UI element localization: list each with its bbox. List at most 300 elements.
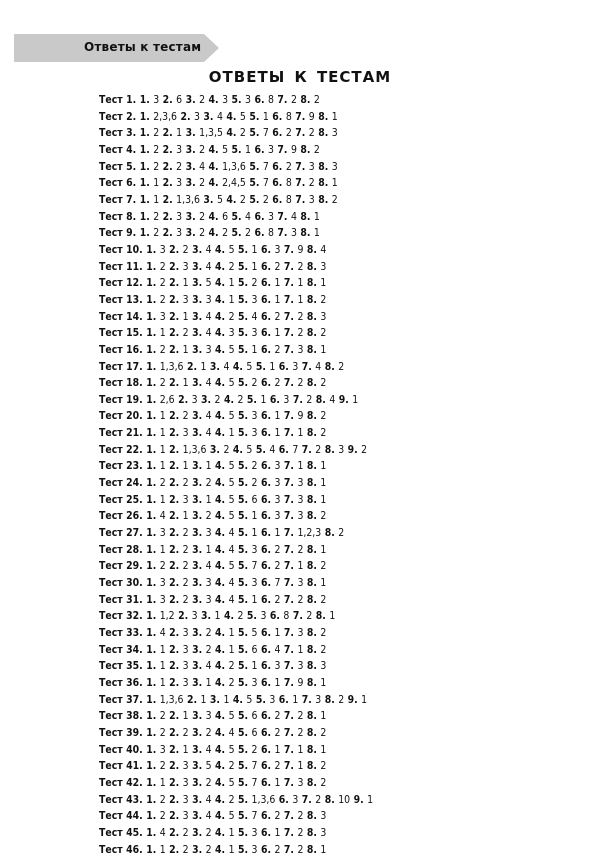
question-number: 6.: [260, 760, 272, 773]
answer-value: 1: [205, 493, 212, 506]
test-number: 27.: [126, 527, 143, 540]
answer-value: 2: [308, 177, 315, 190]
answer-value: 2: [320, 726, 327, 739]
question-number: 1.: [139, 193, 150, 206]
question-number: 2.: [162, 127, 173, 140]
answer-value: 4: [205, 560, 212, 573]
test-number: 7.: [126, 193, 137, 206]
answer-value: 3: [251, 327, 258, 340]
test-label: Тест: [99, 776, 123, 789]
answer-value: 3: [297, 493, 304, 506]
test-label: Тест: [99, 343, 123, 356]
test-number: 16.: [126, 343, 143, 356]
question-number: 4.: [223, 610, 235, 623]
answer-value: 1: [251, 243, 258, 256]
question-number: 8.: [306, 726, 317, 739]
question-number: 1.: [146, 593, 157, 606]
answer-value: 3: [274, 477, 281, 490]
question-number: 7.: [283, 460, 294, 473]
question-number: 3.: [185, 177, 196, 190]
question-number: 8.: [306, 293, 317, 306]
question-number: 4.: [232, 360, 243, 373]
answer-value: 2: [182, 726, 189, 739]
question-number: 5.: [238, 660, 249, 673]
test-label: Тест: [99, 460, 123, 473]
test-number: 15.: [126, 327, 143, 340]
question-number: 6.: [260, 527, 272, 540]
question-number: 6.: [260, 477, 272, 490]
answer-value: 3: [320, 810, 327, 823]
answer-value: 1: [320, 843, 327, 856]
test-row: [99, 125, 599, 142]
answer-value: 3: [283, 393, 290, 406]
answer-value: 2: [205, 826, 212, 839]
answer-value: 2: [338, 360, 345, 373]
answer-value: 2: [274, 810, 281, 823]
answer-value: 2: [199, 177, 206, 190]
answer-value: 4: [216, 110, 223, 123]
question-number: 1.: [146, 810, 157, 823]
test-row: [99, 292, 599, 309]
question-number: 1.: [139, 227, 150, 240]
answer-value: 1: [274, 776, 281, 789]
question-number: 4.: [215, 277, 226, 290]
question-number: 5.: [238, 277, 249, 290]
answer-value: 7: [262, 127, 269, 140]
answer-value: 5: [228, 377, 235, 390]
answer-value: 3: [308, 193, 315, 206]
answer-value: 2: [320, 510, 327, 523]
question-number: 5.: [238, 327, 249, 340]
question-number: 4.: [215, 327, 226, 340]
answer-value: 4: [159, 510, 166, 523]
answer-value: 2: [320, 760, 327, 773]
question-number: 1.: [146, 293, 157, 306]
test-row: [99, 692, 599, 709]
question-number: 8.: [306, 577, 317, 590]
answer-value: 3: [205, 710, 212, 723]
answer-value: 3: [182, 660, 189, 673]
test-label: Тест: [99, 377, 123, 390]
answer-value: 5: [246, 360, 253, 373]
answer-value: 4: [274, 643, 281, 656]
answer-value: 4: [205, 327, 212, 340]
test-label: Тест: [99, 577, 123, 590]
answer-value: 2: [159, 343, 166, 356]
answer-value: 4: [205, 660, 212, 673]
question-number: 2.: [169, 377, 180, 390]
question-number: 5.: [238, 377, 249, 390]
answer-value: 1: [200, 360, 207, 373]
test-number: 23.: [126, 460, 143, 473]
answer-value: 5: [228, 343, 235, 356]
answer-value: 2: [182, 577, 189, 590]
answer-value: 1: [182, 343, 189, 356]
answer-value: 3: [292, 793, 299, 806]
answer-value: 9: [308, 110, 315, 123]
test-number: 28.: [126, 543, 143, 556]
question-number: 3.: [185, 210, 196, 223]
question-number: 2.: [169, 627, 180, 639]
test-number: 22.: [126, 443, 143, 456]
test-number: 41.: [126, 760, 143, 773]
test-row: [99, 209, 599, 226]
answer-value: 2: [274, 260, 281, 273]
answer-value: 1: [367, 793, 374, 806]
question-number: 4.: [215, 676, 226, 689]
answer-value: 3: [159, 243, 166, 256]
question-number: 8.: [306, 826, 317, 839]
test-label: Тест: [99, 210, 123, 223]
answer-value: 1: [313, 210, 320, 223]
question-number: 9.: [353, 793, 364, 806]
question-number: 8.: [306, 277, 317, 290]
answer-value: 2: [297, 377, 304, 390]
answer-value: 3: [205, 293, 212, 306]
answer-value: 2: [320, 776, 327, 789]
answer-value: 1: [297, 643, 304, 656]
question-number: 2.: [169, 760, 180, 773]
answer-value: 2: [274, 760, 281, 773]
question-number: 8.: [306, 543, 317, 556]
question-number: 2.: [169, 577, 180, 590]
answer-value: 3: [320, 826, 327, 839]
question-number: 3.: [192, 793, 203, 806]
question-number: 1.: [146, 627, 157, 639]
question-number: 1.: [139, 127, 150, 140]
question-number: 5.: [238, 543, 249, 556]
question-number: 1.: [146, 610, 157, 623]
answer-value: 4: [228, 527, 235, 540]
answer-value: 2: [320, 627, 327, 639]
answer-value: 2: [182, 593, 189, 606]
question-number: 2.: [169, 743, 180, 756]
answer-value: 2: [182, 327, 189, 340]
answer-value: 1: [159, 676, 166, 689]
answer-value: 2: [199, 94, 206, 106]
answer-value: 8: [283, 610, 290, 623]
question-number: 3.: [192, 676, 203, 689]
question-number: 3.: [209, 693, 220, 706]
test-label: Тест: [99, 693, 123, 706]
question-number: 6.: [260, 277, 272, 290]
answer-value: 9: [297, 410, 304, 423]
question-number: 8.: [306, 643, 317, 656]
answer-value: 1,3,6: [222, 160, 246, 173]
answer-value: 1: [274, 826, 281, 839]
question-number: 5.: [255, 360, 266, 373]
question-number: 3.: [201, 610, 212, 623]
answer-value: 5: [228, 810, 235, 823]
answer-value: 3: [274, 510, 281, 523]
answer-value: 1: [297, 760, 304, 773]
question-number: 8.: [306, 676, 317, 689]
test-label: Тест: [99, 593, 123, 606]
answer-value: 8: [285, 193, 292, 206]
answer-value: 1: [320, 493, 327, 506]
answer-value: 2: [205, 843, 212, 856]
test-label: Тест: [99, 193, 123, 206]
question-number: 4.: [215, 826, 226, 839]
test-number: 8.: [126, 210, 137, 223]
answer-value: 4: [251, 310, 258, 323]
question-number: 6.: [260, 676, 272, 689]
question-number: 8.: [324, 693, 335, 706]
answer-value: 5: [239, 110, 246, 123]
question-number: 4.: [208, 177, 219, 190]
test-label: Тест: [99, 510, 123, 523]
answer-value: 2: [315, 793, 322, 806]
test-row: [99, 525, 599, 542]
answer-value: 3: [182, 776, 189, 789]
answer-value: 2: [222, 227, 229, 240]
question-number: 6.: [260, 593, 272, 606]
question-number: 1.: [146, 393, 157, 406]
section-tab-label: Ответы к тестам: [84, 40, 202, 54]
answer-value: 2: [228, 793, 235, 806]
test-number: 39.: [126, 726, 143, 739]
question-number: 2.: [169, 460, 180, 473]
question-number: 6.: [260, 710, 272, 723]
question-number: 6.: [260, 510, 272, 523]
question-number: 8.: [324, 443, 335, 456]
question-number: 6.: [260, 310, 272, 323]
question-number: 9.: [338, 393, 349, 406]
answer-value: 3: [251, 427, 258, 440]
question-number: 5.: [246, 393, 257, 406]
answer-value: 6: [251, 710, 258, 723]
answer-value: 1: [331, 110, 338, 123]
question-number: 7.: [277, 94, 288, 106]
question-number: 3.: [192, 743, 203, 756]
answer-value: 4: [159, 826, 166, 839]
question-number: 6.: [260, 243, 272, 256]
question-number: 6.: [260, 460, 272, 473]
question-number: 8.: [300, 227, 311, 240]
question-number: 8.: [306, 743, 317, 756]
question-number: 8.: [306, 560, 317, 573]
question-number: 7.: [283, 343, 294, 356]
answer-value: 5: [205, 277, 212, 290]
answer-value: 4: [223, 360, 230, 373]
question-number: 7.: [295, 127, 306, 140]
page-title: ОТВЕТЫ К ТЕСТАМ: [208, 68, 392, 86]
answer-value: 1: [320, 676, 327, 689]
question-number: 8.: [306, 493, 317, 506]
question-number: 3.: [192, 710, 203, 723]
test-label: Тест: [99, 443, 123, 456]
answer-value: 4: [315, 360, 322, 373]
question-number: 6.: [272, 110, 283, 123]
question-number: 7.: [283, 643, 294, 656]
question-number: 2.: [180, 110, 191, 123]
question-number: 5.: [238, 427, 249, 440]
answer-value: 3: [251, 676, 258, 689]
test-label: Тест: [99, 477, 123, 490]
question-number: 8.: [324, 360, 335, 373]
question-number: 3.: [192, 427, 203, 440]
question-number: 4.: [215, 293, 226, 306]
question-number: 5.: [238, 627, 249, 639]
answer-value: 1: [245, 143, 251, 156]
question-number: 3.: [201, 393, 212, 406]
question-number: 1.: [146, 527, 157, 540]
question-number: 2.: [169, 527, 180, 540]
question-number: 7.: [283, 243, 294, 256]
test-number: 46.: [126, 843, 143, 856]
test-row: [99, 275, 599, 292]
question-number: 7.: [283, 477, 294, 490]
answer-value: 1: [320, 460, 327, 473]
answer-value: 1: [297, 560, 304, 573]
question-number: 1.: [146, 443, 157, 456]
question-number: 2.: [178, 610, 189, 623]
answer-value: 3: [269, 693, 276, 706]
test-row: [99, 492, 599, 509]
test-label: Тест: [99, 310, 123, 323]
answer-value: 3: [251, 577, 258, 590]
test-row: [99, 775, 599, 792]
question-number: 7.: [301, 693, 312, 706]
answer-value: 3: [159, 527, 166, 540]
answer-value: 2: [297, 810, 304, 823]
test-number: 14.: [126, 310, 143, 323]
question-number: 2.: [186, 693, 198, 706]
question-number: 3.: [192, 277, 203, 290]
question-number: 7.: [283, 843, 294, 856]
answer-value: 2: [251, 277, 258, 290]
question-number: 2.: [162, 94, 173, 106]
answer-value: 2: [320, 410, 327, 423]
question-number: 4.: [215, 543, 226, 556]
answer-value: 2: [297, 710, 304, 723]
question-number: 5.: [231, 94, 242, 106]
question-number: 6.: [269, 610, 280, 623]
answer-value: 1: [297, 293, 304, 306]
answer-value: 2: [199, 227, 206, 240]
answer-value: 2: [205, 627, 212, 639]
answer-value: 2: [159, 810, 166, 823]
answer-value: 2: [338, 527, 345, 540]
question-number: 4.: [215, 593, 226, 606]
answer-value: 2: [274, 726, 281, 739]
answer-value: 3: [251, 543, 258, 556]
question-number: 8.: [318, 110, 329, 123]
question-number: 8.: [306, 810, 317, 823]
question-number: 6.: [278, 443, 289, 456]
answer-value: 9: [297, 676, 304, 689]
answer-value: 1: [274, 293, 281, 306]
answer-value: 3: [176, 227, 183, 240]
answer-value: 1: [329, 610, 336, 623]
answer-value: 2: [228, 760, 235, 773]
test-label: Тест: [99, 243, 123, 256]
answer-value: 3: [159, 743, 166, 756]
test-number: 31.: [126, 593, 143, 606]
answer-value: 2: [251, 743, 258, 756]
test-row: [99, 542, 599, 559]
question-number: 6.: [254, 227, 265, 240]
answer-value: 3: [251, 410, 258, 423]
answer-value: 5: [228, 710, 235, 723]
question-number: 9.: [347, 443, 358, 456]
answer-value: 2: [182, 477, 189, 490]
answer-value: 1: [153, 193, 160, 206]
answer-value: 2: [251, 477, 258, 490]
test-number: 40.: [126, 743, 143, 756]
test-label: Тест: [99, 393, 123, 406]
question-number: 7.: [283, 327, 294, 340]
question-number: 3.: [192, 510, 203, 523]
answer-value: 2,4,5: [222, 177, 246, 190]
question-number: 1.: [146, 410, 157, 423]
question-number: 6.: [260, 293, 272, 306]
test-label: Тест: [99, 160, 123, 173]
question-number: 6.: [272, 127, 283, 140]
answer-value: 1,3,6: [159, 693, 184, 706]
answer-value: 1: [274, 743, 281, 756]
test-row: [99, 808, 599, 825]
question-number: 7.: [283, 510, 294, 523]
question-number: 4.: [215, 493, 226, 506]
test-label: Тест: [99, 143, 123, 156]
question-number: 2.: [162, 227, 173, 240]
test-row: [99, 608, 599, 625]
question-number: 3.: [185, 127, 196, 140]
question-number: 4.: [208, 143, 219, 156]
question-number: 5.: [238, 293, 249, 306]
answer-value: 2: [153, 127, 160, 140]
answer-value: 2: [320, 427, 327, 440]
answer-value: 3: [320, 310, 327, 323]
question-number: 1.: [146, 577, 157, 590]
answer-value: 4: [228, 577, 235, 590]
question-number: 5.: [238, 493, 249, 506]
answer-value: 7: [292, 443, 299, 456]
answer-value: 1: [159, 327, 166, 340]
question-number: 8.: [306, 243, 317, 256]
answer-value: 1: [251, 527, 258, 540]
question-number: 2.: [169, 810, 180, 823]
question-number: 8.: [306, 760, 317, 773]
answer-value: 2: [237, 610, 244, 623]
answer-value: 2: [320, 560, 327, 573]
question-number: 2.: [162, 143, 173, 156]
test-row: [99, 259, 599, 276]
answer-value: 3: [297, 577, 304, 590]
test-row: [99, 92, 599, 109]
answer-value: 1,3,6: [182, 443, 207, 456]
answer-value: 2: [199, 210, 206, 223]
question-number: 2.: [169, 277, 180, 290]
test-row: [99, 558, 599, 575]
answer-value: 1: [223, 693, 230, 706]
question-number: 1.: [139, 210, 150, 223]
answer-value: 2: [176, 160, 183, 173]
answer-value: 2: [239, 193, 246, 206]
question-number: 7.: [295, 193, 306, 206]
answer-value: 3: [251, 826, 258, 839]
question-number: 7.: [283, 726, 294, 739]
question-number: 1.: [146, 743, 157, 756]
answer-value: 4: [205, 243, 212, 256]
answer-value: 2: [320, 593, 327, 606]
question-number: 5.: [238, 676, 249, 689]
question-number: 8.: [318, 177, 329, 190]
answer-value: 9: [297, 243, 304, 256]
answer-value: 2: [214, 393, 221, 406]
answer-value: 1,2,3: [297, 527, 322, 540]
